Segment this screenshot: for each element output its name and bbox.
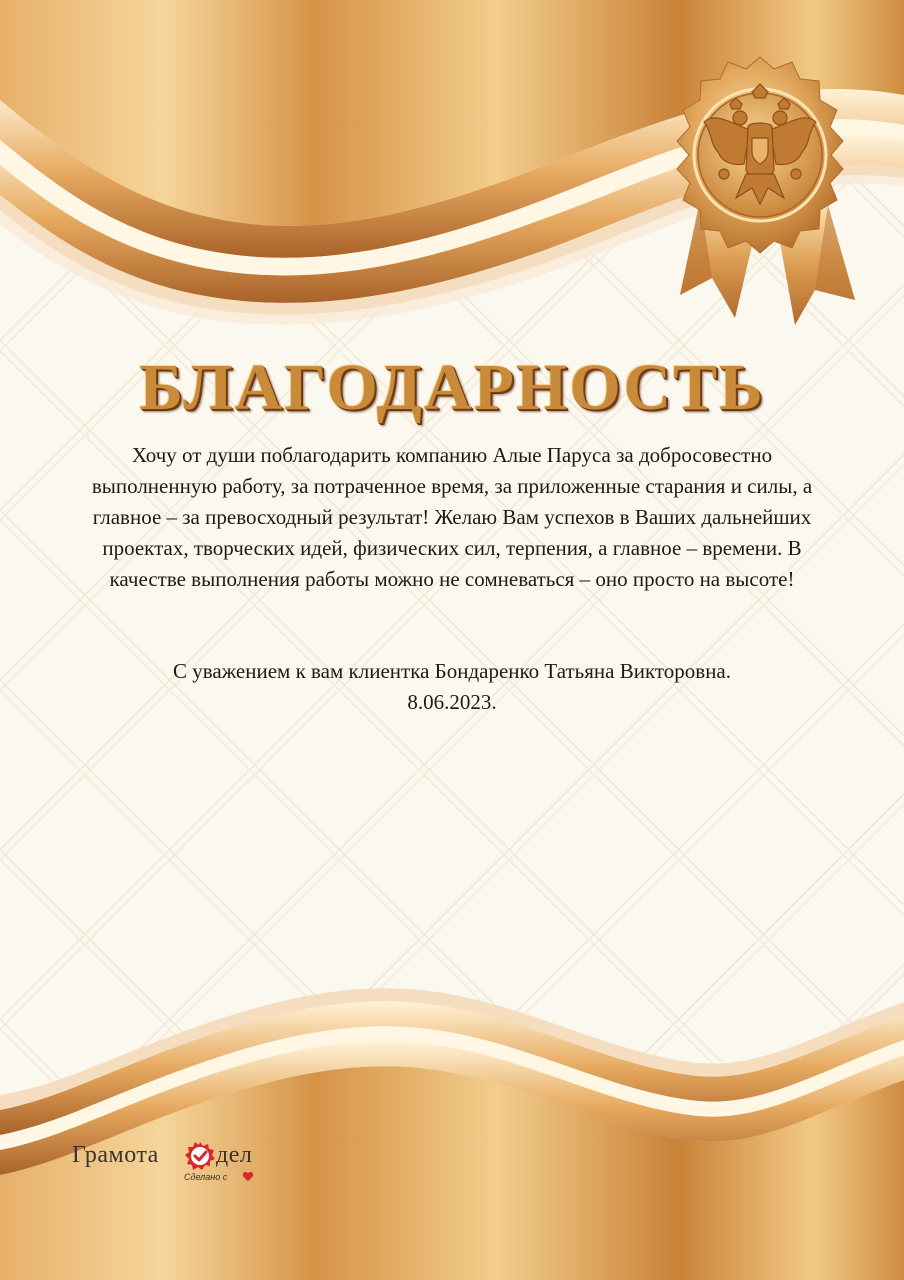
certificate-title: БЛАГОДАРНОСТЬ [139,351,765,424]
logo-word-gramota: Грамота [72,1142,159,1168]
logo-word-del: дел [216,1142,253,1168]
logo-tagline: Сделано с [184,1172,228,1182]
brand-logo [72,1136,292,1188]
date-line: 8.06.2023. [407,690,497,714]
signature-block [80,656,824,718]
signature-line: С уважением к вам клиентка Бондаренко Татьяна Викторовна. [172,659,732,683]
heart-icon [242,1170,254,1182]
check-badge-icon [184,1140,216,1172]
double-headed-eagle-icon [700,82,820,212]
gratitude-text: Хочу от души поблагодарить компанию Алые Паруса за добросовестно выполненную работу, за потраченное время, за приложенные старания и силы, а главное – за превосходный результат! Желаю Вам успехов в Ваших дальнейших проектах, творческих идей, физических сил, терпения, а главное – времени. В качестве выполнения работы можно не сомневаться – оно просто на высоте! [91,443,813,591]
